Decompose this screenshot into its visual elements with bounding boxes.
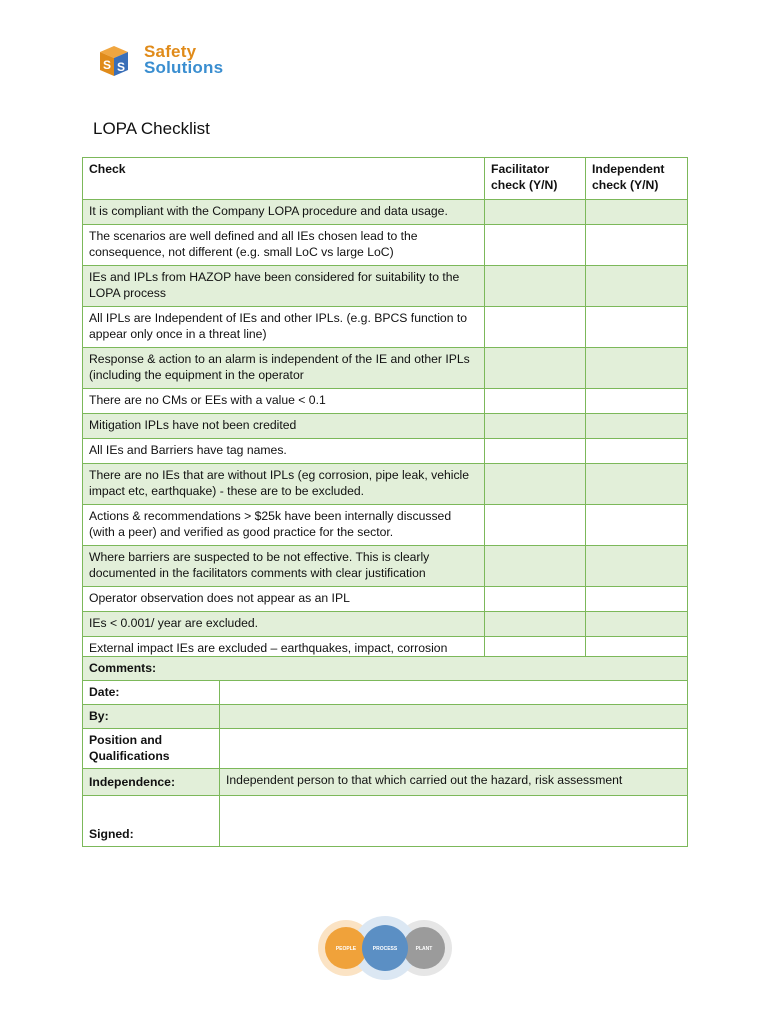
lopa-checklist-table — [82, 157, 688, 662]
table-header-row — [83, 158, 688, 200]
table-row — [83, 307, 688, 348]
check-text: IEs and IPLs from HAZOP have been considered for suitability to the LOPA process — [83, 266, 485, 307]
date-field[interactable] — [220, 681, 688, 705]
safety-solutions-logo — [96, 42, 266, 82]
independent-check-cell[interactable] — [586, 505, 688, 546]
svg-text:S: S — [103, 58, 112, 72]
table-row — [83, 587, 688, 612]
signed-label: Signed: — [83, 796, 220, 847]
independent-check-cell[interactable] — [586, 587, 688, 612]
table-row — [83, 546, 688, 587]
position-field[interactable] — [220, 729, 688, 769]
check-text: There are no CMs or EEs with a value < 0.1 — [83, 389, 485, 414]
position-row — [83, 729, 688, 769]
check-text: External impact IEs are excluded – earthquakes, impact, corrosion — [83, 637, 485, 662]
signoff-table — [82, 656, 688, 847]
comments-row — [83, 657, 688, 681]
header-check: Check — [83, 158, 485, 200]
check-text: There are no IEs that are without IPLs (eg corrosion, pipe leak, vehicle impact etc, earthquake) - these are to be excluded. — [83, 464, 485, 505]
table-row — [83, 414, 688, 439]
table-row — [83, 505, 688, 546]
check-text: Response & action to an alarm is independent of the IE and other IPLs (including the equipment in the operator — [83, 348, 485, 389]
independence-label: Independence: — [83, 769, 220, 796]
independent-check-cell[interactable] — [586, 612, 688, 637]
svg-text:S: S — [117, 60, 126, 74]
comments-label[interactable]: Comments: — [83, 657, 688, 681]
independence-row — [83, 769, 688, 796]
independent-check-cell[interactable] — [586, 266, 688, 307]
facilitator-check-cell[interactable] — [485, 389, 586, 414]
independent-check-cell[interactable] — [586, 464, 688, 505]
signed-row — [83, 796, 688, 847]
date-label: Date: — [83, 681, 220, 705]
people-label: PEOPLE — [335, 946, 357, 952]
check-text: Mitigation IPLs have not been credited — [83, 414, 485, 439]
logo-cube-icon — [96, 42, 134, 80]
plant-label: PLANT — [415, 946, 433, 952]
table-row — [83, 348, 688, 389]
independent-check-cell[interactable] — [586, 439, 688, 464]
facilitator-check-cell[interactable] — [485, 464, 586, 505]
page-title: LOPA Checklist — [93, 119, 210, 138]
check-text: All IEs and Barriers have tag names. — [83, 439, 485, 464]
independent-check-cell[interactable] — [586, 389, 688, 414]
check-text: IEs < 0.001/ year are excluded. — [83, 612, 485, 637]
independent-check-cell[interactable] — [586, 348, 688, 389]
independent-check-cell[interactable] — [586, 225, 688, 266]
independent-check-cell[interactable] — [586, 307, 688, 348]
facilitator-check-cell[interactable] — [485, 225, 586, 266]
check-text: Operator observation does not appear as an IPL — [83, 587, 485, 612]
table-row — [83, 464, 688, 505]
independent-check-cell[interactable] — [586, 414, 688, 439]
check-text: The scenarios are well defined and all IEs chosen lead to the consequence, not different (e.g. small LoC vs large LoC) — [83, 225, 485, 266]
facilitator-check-cell[interactable] — [485, 348, 586, 389]
independent-check-cell[interactable] — [586, 200, 688, 225]
logo-wordmark: Safety Solutions — [144, 42, 224, 77]
position-label: Position and Qualifications — [83, 729, 220, 769]
facilitator-check-cell[interactable] — [485, 439, 586, 464]
by-row — [83, 705, 688, 729]
check-text: It is compliant with the Company LOPA procedure and data usage. — [83, 200, 485, 225]
facilitator-check-cell[interactable] — [485, 612, 586, 637]
facilitator-check-cell[interactable] — [485, 266, 586, 307]
facilitator-check-cell[interactable] — [485, 505, 586, 546]
by-field[interactable] — [220, 705, 688, 729]
signed-field[interactable] — [220, 796, 688, 847]
table-row — [83, 225, 688, 266]
check-text: Where barriers are suspected to be not effective. This is clearly documented in the facilitators comments with clear justification — [83, 546, 485, 587]
table-row — [83, 266, 688, 307]
facilitator-check-cell[interactable] — [485, 587, 586, 612]
facilitator-check-cell[interactable] — [485, 546, 586, 587]
table-row — [83, 612, 688, 637]
people-process-plant-logo — [316, 914, 454, 982]
facilitator-check-cell[interactable] — [485, 200, 586, 225]
facilitator-check-cell[interactable] — [485, 307, 586, 348]
by-label: By: — [83, 705, 220, 729]
independent-check-cell[interactable] — [586, 546, 688, 587]
check-text: Actions & recommendations > $25k have been internally discussed (with a peer) and verified as good practice for the sector. — [83, 505, 485, 546]
table-row — [83, 389, 688, 414]
independence-value: Independent person to that which carried out the hazard, risk assessment — [220, 769, 688, 796]
check-text: All IPLs are Independent of IEs and other IPLs. (e.g. BPCS function to appear only once in a threat line) — [83, 307, 485, 348]
table-row — [83, 439, 688, 464]
header-facilitator: Facilitator check (Y/N) — [485, 158, 586, 200]
table-row — [83, 200, 688, 225]
facilitator-check-cell[interactable] — [485, 414, 586, 439]
process-label: PROCESS — [372, 946, 398, 952]
header-independent: Independent check (Y/N) — [586, 158, 688, 200]
date-row — [83, 681, 688, 705]
